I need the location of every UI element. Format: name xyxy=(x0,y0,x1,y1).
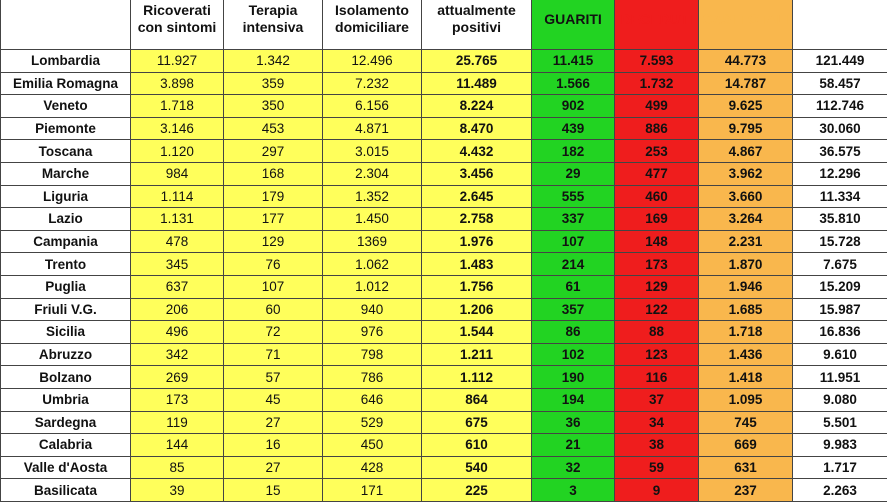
guariti-cell: 21 xyxy=(532,434,615,457)
casi-totali-cell: 1.718 xyxy=(699,321,793,344)
deceduti-cell: 169 xyxy=(615,208,699,231)
terapia-cell: 297 xyxy=(224,140,323,163)
header-region xyxy=(1,0,131,50)
positivi-cell: 610 xyxy=(422,434,532,457)
positivi-cell: 1.976 xyxy=(422,230,532,253)
terapia-cell: 71 xyxy=(224,343,323,366)
tamponi-cell: 16.836 xyxy=(793,321,887,344)
tamponi-cell: 7.675 xyxy=(793,253,887,276)
table-row xyxy=(1,388,887,411)
casi-totali-cell: 4.867 xyxy=(699,140,793,163)
positivi-cell: 1.206 xyxy=(422,298,532,321)
isolamento-cell: 1.352 xyxy=(323,185,422,208)
table-row xyxy=(1,117,887,140)
guariti-cell: 337 xyxy=(532,208,615,231)
ricoverati-cell: 637 xyxy=(131,275,224,298)
region-cell: Marche xyxy=(1,162,131,185)
positivi-cell: 1.544 xyxy=(422,321,532,344)
casi-totali-cell: 2.231 xyxy=(699,230,793,253)
region-cell: Valle d'Aosta xyxy=(1,456,131,479)
isolamento-cell: 7.232 xyxy=(323,72,422,95)
positivi-cell: 2.645 xyxy=(422,185,532,208)
ricoverati-cell: 173 xyxy=(131,388,224,411)
ricoverati-cell: 478 xyxy=(131,230,224,253)
deceduti-cell: 460 xyxy=(615,185,699,208)
casi-totali-cell: 1.685 xyxy=(699,298,793,321)
deceduti-cell: 499 xyxy=(615,95,699,118)
ricoverati-cell: 984 xyxy=(131,162,224,185)
ricoverati-cell: 11.927 xyxy=(131,50,224,73)
table-row xyxy=(1,253,887,276)
table-row xyxy=(1,162,887,185)
ricoverati-cell: 85 xyxy=(131,456,224,479)
isolamento-cell: 171 xyxy=(323,479,422,502)
header-casi-totali: CASI TOTALI xyxy=(699,0,793,50)
guariti-cell: 32 xyxy=(532,456,615,479)
positivi-cell: 1.483 xyxy=(422,253,532,276)
terapia-cell: 27 xyxy=(224,411,323,434)
isolamento-cell: 12.496 xyxy=(323,50,422,73)
table-row xyxy=(1,411,887,434)
casi-totali-cell: 3.660 xyxy=(699,185,793,208)
table-row xyxy=(1,230,887,253)
guariti-cell: 36 xyxy=(532,411,615,434)
region-cell: Friuli V.G. xyxy=(1,298,131,321)
casi-totali-cell: 669 xyxy=(699,434,793,457)
region-cell: Emilia Romagna xyxy=(1,72,131,95)
tamponi-cell: 112.746 xyxy=(793,95,887,118)
tamponi-cell: 2.263 xyxy=(793,479,887,502)
deceduti-cell: 129 xyxy=(615,275,699,298)
table-row xyxy=(1,456,887,479)
header-isolamento: Isolamento domiciliare xyxy=(323,0,422,50)
positivi-cell: 3.456 xyxy=(422,162,532,185)
region-cell: Veneto xyxy=(1,95,131,118)
isolamento-cell: 1.062 xyxy=(323,253,422,276)
isolamento-cell: 428 xyxy=(323,456,422,479)
tamponi-cell: 36.575 xyxy=(793,140,887,163)
guariti-cell: 190 xyxy=(532,366,615,389)
ricoverati-cell: 144 xyxy=(131,434,224,457)
positivi-cell: 1.112 xyxy=(422,366,532,389)
region-cell: Puglia xyxy=(1,275,131,298)
guariti-cell: 11.415 xyxy=(532,50,615,73)
ricoverati-cell: 269 xyxy=(131,366,224,389)
isolamento-cell: 4.871 xyxy=(323,117,422,140)
terapia-cell: 359 xyxy=(224,72,323,95)
isolamento-cell: 529 xyxy=(323,411,422,434)
terapia-cell: 16 xyxy=(224,434,323,457)
table-row xyxy=(1,366,887,389)
region-cell: Toscana xyxy=(1,140,131,163)
positivi-cell: 540 xyxy=(422,456,532,479)
region-cell: Bolzano xyxy=(1,366,131,389)
positivi-cell: 675 xyxy=(422,411,532,434)
terapia-cell: 45 xyxy=(224,388,323,411)
terapia-cell: 1.342 xyxy=(224,50,323,73)
terapia-cell: 453 xyxy=(224,117,323,140)
deceduti-cell: 148 xyxy=(615,230,699,253)
region-cell: Basilicata xyxy=(1,479,131,502)
isolamento-cell: 6.156 xyxy=(323,95,422,118)
isolamento-cell: 1369 xyxy=(323,230,422,253)
tamponi-cell: 11.951 xyxy=(793,366,887,389)
table-row xyxy=(1,185,887,208)
header-tamponi: TAMPONI xyxy=(793,0,887,50)
region-cell: Abruzzo xyxy=(1,343,131,366)
casi-totali-cell: 745 xyxy=(699,411,793,434)
casi-totali-cell: 1.870 xyxy=(699,253,793,276)
guariti-cell: 3 xyxy=(532,479,615,502)
guariti-cell: 357 xyxy=(532,298,615,321)
deceduti-cell: 886 xyxy=(615,117,699,140)
positivi-cell: 8.224 xyxy=(422,95,532,118)
terapia-cell: 15 xyxy=(224,479,323,502)
ricoverati-cell: 39 xyxy=(131,479,224,502)
header-terapia: Terapia intensiva xyxy=(224,0,323,50)
deceduti-cell: 88 xyxy=(615,321,699,344)
table-body xyxy=(1,50,887,502)
ricoverati-cell: 1.114 xyxy=(131,185,224,208)
ricoverati-cell: 1.131 xyxy=(131,208,224,231)
deceduti-cell: 116 xyxy=(615,366,699,389)
casi-totali-cell: 237 xyxy=(699,479,793,502)
guariti-cell: 194 xyxy=(532,388,615,411)
casi-totali-cell: 1.095 xyxy=(699,388,793,411)
ricoverati-cell: 1.718 xyxy=(131,95,224,118)
isolamento-cell: 646 xyxy=(323,388,422,411)
casi-totali-cell: 1.946 xyxy=(699,275,793,298)
guariti-cell: 1.566 xyxy=(532,72,615,95)
table-row xyxy=(1,140,887,163)
terapia-cell: 57 xyxy=(224,366,323,389)
positivi-cell: 4.432 xyxy=(422,140,532,163)
positivi-cell: 1.211 xyxy=(422,343,532,366)
terapia-cell: 107 xyxy=(224,275,323,298)
terapia-cell: 350 xyxy=(224,95,323,118)
terapia-cell: 179 xyxy=(224,185,323,208)
casi-totali-cell: 44.773 xyxy=(699,50,793,73)
table-row xyxy=(1,95,887,118)
casi-totali-cell: 9.795 xyxy=(699,117,793,140)
casi-totali-cell: 3.264 xyxy=(699,208,793,231)
casi-totali-cell: 9.625 xyxy=(699,95,793,118)
table-row xyxy=(1,275,887,298)
guariti-cell: 29 xyxy=(532,162,615,185)
isolamento-cell: 976 xyxy=(323,321,422,344)
table-row xyxy=(1,298,887,321)
table-row xyxy=(1,343,887,366)
terapia-cell: 72 xyxy=(224,321,323,344)
terapia-cell: 27 xyxy=(224,456,323,479)
region-cell: Liguria xyxy=(1,185,131,208)
tamponi-cell: 9.983 xyxy=(793,434,887,457)
terapia-cell: 76 xyxy=(224,253,323,276)
header-guariti: GUARITI xyxy=(532,0,615,50)
tamponi-cell: 15.728 xyxy=(793,230,887,253)
tamponi-cell: 15.209 xyxy=(793,275,887,298)
guariti-cell: 182 xyxy=(532,140,615,163)
guariti-cell: 107 xyxy=(532,230,615,253)
tamponi-cell: 30.060 xyxy=(793,117,887,140)
deceduti-cell: 1.732 xyxy=(615,72,699,95)
positivi-cell: 2.758 xyxy=(422,208,532,231)
isolamento-cell: 798 xyxy=(323,343,422,366)
deceduti-cell: 34 xyxy=(615,411,699,434)
region-cell: Lazio xyxy=(1,208,131,231)
table-row xyxy=(1,72,887,95)
table-row xyxy=(1,208,887,231)
deceduti-cell: 37 xyxy=(615,388,699,411)
table-row xyxy=(1,50,887,73)
positivi-cell: 25.765 xyxy=(422,50,532,73)
positivi-cell: 864 xyxy=(422,388,532,411)
casi-totali-cell: 1.436 xyxy=(699,343,793,366)
ricoverati-cell: 345 xyxy=(131,253,224,276)
deceduti-cell: 122 xyxy=(615,298,699,321)
guariti-cell: 61 xyxy=(532,275,615,298)
terapia-cell: 129 xyxy=(224,230,323,253)
deceduti-cell: 38 xyxy=(615,434,699,457)
isolamento-cell: 2.304 xyxy=(323,162,422,185)
isolamento-cell: 786 xyxy=(323,366,422,389)
casi-totali-cell: 1.418 xyxy=(699,366,793,389)
region-cell: Umbria xyxy=(1,388,131,411)
tamponi-cell: 9.080 xyxy=(793,388,887,411)
tamponi-cell: 1.717 xyxy=(793,456,887,479)
deceduti-cell: 9 xyxy=(615,479,699,502)
positivi-cell: 1.756 xyxy=(422,275,532,298)
ricoverati-cell: 119 xyxy=(131,411,224,434)
casi-totali-cell: 631 xyxy=(699,456,793,479)
isolamento-cell: 3.015 xyxy=(323,140,422,163)
tamponi-cell: 58.457 xyxy=(793,72,887,95)
deceduti-cell: 477 xyxy=(615,162,699,185)
guariti-cell: 86 xyxy=(532,321,615,344)
isolamento-cell: 450 xyxy=(323,434,422,457)
positivi-cell: 8.470 xyxy=(422,117,532,140)
header-positivi: attualmente positivi xyxy=(422,0,532,50)
tamponi-cell: 9.610 xyxy=(793,343,887,366)
deceduti-cell: 123 xyxy=(615,343,699,366)
tamponi-cell: 121.449 xyxy=(793,50,887,73)
ricoverati-cell: 1.120 xyxy=(131,140,224,163)
region-cell: Piemonte xyxy=(1,117,131,140)
terapia-cell: 60 xyxy=(224,298,323,321)
deceduti-cell: 59 xyxy=(615,456,699,479)
positivi-cell: 225 xyxy=(422,479,532,502)
tamponi-cell: 11.334 xyxy=(793,185,887,208)
tamponi-cell: 35.810 xyxy=(793,208,887,231)
positivi-cell: 11.489 xyxy=(422,72,532,95)
guariti-cell: 214 xyxy=(532,253,615,276)
tamponi-cell: 15.987 xyxy=(793,298,887,321)
ricoverati-cell: 496 xyxy=(131,321,224,344)
region-cell: Sicilia xyxy=(1,321,131,344)
header-row xyxy=(1,0,887,50)
header-deceduti: DECEDUTI xyxy=(615,0,699,50)
region-cell: Lombardia xyxy=(1,50,131,73)
guariti-cell: 439 xyxy=(532,117,615,140)
isolamento-cell: 1.450 xyxy=(323,208,422,231)
table-row xyxy=(1,434,887,457)
casi-totali-cell: 3.962 xyxy=(699,162,793,185)
table-row xyxy=(1,321,887,344)
tamponi-cell: 12.296 xyxy=(793,162,887,185)
header-ricoverati: Ricoverati con sintomi xyxy=(131,0,224,50)
guariti-cell: 555 xyxy=(532,185,615,208)
deceduti-cell: 7.593 xyxy=(615,50,699,73)
region-cell: Campania xyxy=(1,230,131,253)
ricoverati-cell: 3.898 xyxy=(131,72,224,95)
guariti-cell: 902 xyxy=(532,95,615,118)
isolamento-cell: 1.012 xyxy=(323,275,422,298)
ricoverati-cell: 206 xyxy=(131,298,224,321)
guariti-cell: 102 xyxy=(532,343,615,366)
terapia-cell: 177 xyxy=(224,208,323,231)
region-cell: Trento xyxy=(1,253,131,276)
tamponi-cell: 5.501 xyxy=(793,411,887,434)
deceduti-cell: 173 xyxy=(615,253,699,276)
ricoverati-cell: 342 xyxy=(131,343,224,366)
terapia-cell: 168 xyxy=(224,162,323,185)
deceduti-cell: 253 xyxy=(615,140,699,163)
isolamento-cell: 940 xyxy=(323,298,422,321)
region-cell: Sardegna xyxy=(1,411,131,434)
ricoverati-cell: 3.146 xyxy=(131,117,224,140)
region-cell: Calabria xyxy=(1,434,131,457)
casi-totali-cell: 14.787 xyxy=(699,72,793,95)
